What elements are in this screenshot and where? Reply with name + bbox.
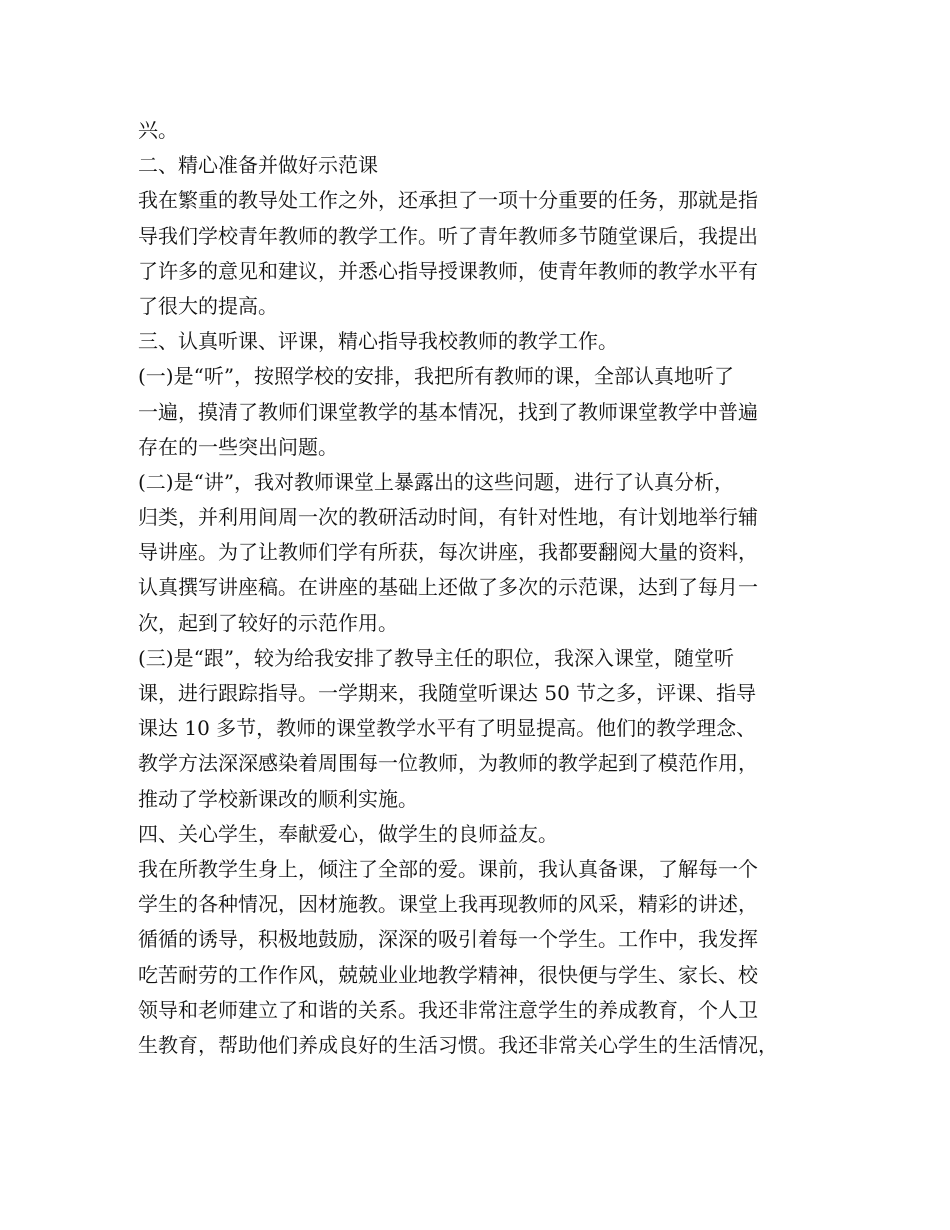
text-line: 循循的诱导，积极地鼓励，深深的吸引着每一个学生。工作中，我发挥 <box>138 927 758 952</box>
text-line: 生教育，帮助他们养成良好的生活习惯。我还非常关心学生的生活情况， <box>138 1032 778 1057</box>
text-line: 认真撰写讲座稿。在讲座的基础上还做了多次的示范课，达到了每月一 <box>138 575 758 600</box>
section-heading: 二、精心准备并做好示范课 <box>138 153 378 178</box>
text-line: 了很大的提高。 <box>138 293 278 318</box>
text-line: 教学方法深深感染着周围每一位教师，为教师的教学起到了模范作用， <box>138 751 758 776</box>
text-line: 领导和老师建立了和谐的关系。我还非常注意学生的养成教育，个人卫 <box>138 997 758 1022</box>
text-line: 我在所教学生身上，倾注了全部的爱。课前，我认真备课，了解每一个 <box>138 856 758 881</box>
text-line: 一遍，摸清了教师们课堂教学的基本情况，找到了教师课堂教学中普遍 <box>138 399 758 424</box>
text-line: (二)是“讲”，我对教师课堂上暴露出的这些问题，进行了认真分析， <box>138 469 735 494</box>
text-line: 导讲座。为了让教师们学有所获，每次讲座，我都要翻阅大量的资料， <box>138 540 758 565</box>
document-body <box>138 113 838 1063</box>
text-line: 导我们学校青年教师的教学工作。听了青年教师多节随堂课后，我提出 <box>138 223 758 248</box>
text-line: (一)是“听”，按照学校的安排，我把所有教师的课，全部认真地听了 <box>138 364 735 389</box>
text-line: 次，起到了较好的示范作用。 <box>138 610 398 635</box>
text-line: 课达 10 多节，教师的课堂教学水平有了明显提高。他们的教学理念、 <box>138 716 757 741</box>
text-line: 课，进行跟踪指导。一学期来，我随堂听课达 50 节之多，评课、指导 <box>138 681 757 705</box>
text-line: 归类，并利用间周一次的教研活动时间，有针对性地，有计划地举行辅 <box>138 505 758 530</box>
text-line: 我在繁重的教导处工作之外，还承担了一项十分重要的任务，那就是指 <box>138 188 758 213</box>
text-line: 推动了学校新课改的顺利实施。 <box>138 786 418 811</box>
text-line: 学生的各种情况，因材施教。课堂上我再现教师的风采，精彩的讲述， <box>138 892 758 917</box>
section-heading: 三、认真听课、评课，精心指导我校教师的教学工作。 <box>138 329 618 354</box>
text-line: 吃苦耐劳的工作作风，兢兢业业地教学精神，很快便与学生、家长、校 <box>138 962 758 987</box>
text-line: 了许多的意见和建议，并悉心指导授课教师，使青年教师的教学水平有 <box>138 258 758 283</box>
text-line: (三)是“跟”，较为给我安排了教导主任的职位，我深入课堂，随堂听 <box>138 645 735 670</box>
text-line: 存在的一些突出问题。 <box>138 434 338 459</box>
text-line: 兴。 <box>138 118 178 142</box>
section-heading: 四、关心学生，奉献爱心，做学生的良师益友。 <box>138 821 558 846</box>
